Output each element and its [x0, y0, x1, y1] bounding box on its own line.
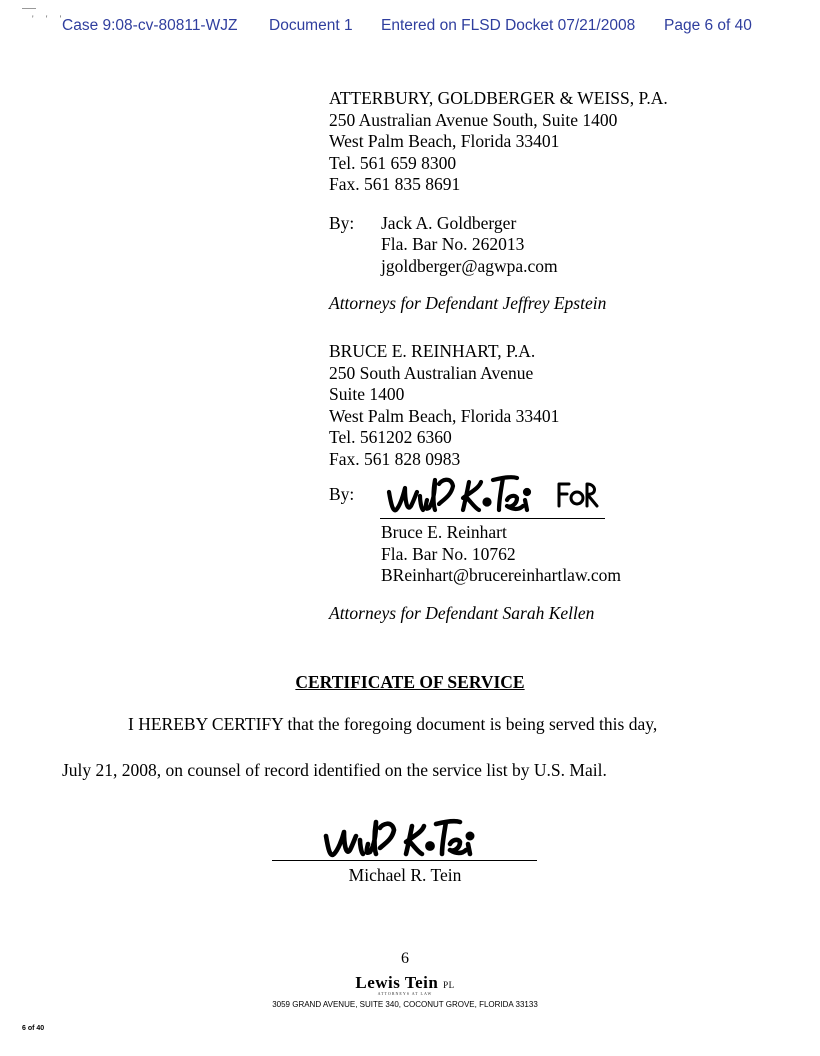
firm2-by-row [329, 484, 354, 506]
document-number: Document 1 [269, 17, 353, 34]
firm1-role: Attorneys for Defendant Jeffrey Epstein [329, 293, 607, 313]
firm2-name: BRUCE E. REINHART, P.A. [329, 341, 536, 361]
firm2-address1: 250 South Australian Avenue [329, 362, 534, 383]
by-label: By: [329, 212, 355, 233]
certificate-title: CERTIFICATE OF SERVICE [295, 672, 525, 692]
footer-firm-sub: ATTORNEYS AT LAW [377, 991, 433, 996]
scan-mark [22, 8, 36, 9]
firm1-fax: Fax. 561 835 8691 [329, 174, 461, 194]
firm1-name: ATTERBURY, GOLDBERGER & WEISS, P.A. [329, 88, 668, 108]
page-number: 6 [401, 950, 409, 967]
firm1-by-row [329, 213, 668, 235]
signature-line-tein [272, 860, 537, 861]
certificate-line1: I HEREBY CERTIFY that the foregoing document is being served this day, [128, 714, 658, 734]
corner-page-count: 6 of 40 [22, 1025, 45, 1032]
footer-firm-suffix: PL [443, 980, 455, 990]
firm2-fax: Fax. 561 828 0983 [329, 448, 461, 469]
footer-firm-name: Lewis Tein [355, 973, 439, 992]
firm1-tel: Tel. 561 659 8300 [329, 152, 457, 173]
firm2-attorney-block [329, 522, 621, 624]
firm2-role: Attorneys for Defendant Sarah Kellen [329, 602, 595, 623]
firm2-attorney: Bruce E. Reinhart [381, 522, 507, 542]
firm1-block [329, 88, 668, 315]
scan-specks: ' ' ' [32, 14, 67, 24]
footer-firm-logo [0, 973, 810, 993]
entered-date: Entered on FLSD Docket 07/21/2008 [381, 17, 636, 34]
case-number: Case 9:08-cv-80811-WJZ [62, 17, 238, 34]
certificate-line2: July 21, 2008, on counsel of record identified on the service list by U.S. Mail. [62, 760, 607, 780]
firm2-address3: West Palm Beach, Florida 33401 [329, 405, 560, 426]
docket-header [62, 17, 752, 35]
by-label: By: [329, 484, 355, 504]
footer-firm [0, 973, 810, 1009]
footer-address: 3059 GRAND AVENUE, SUITE 340, COCONUT GROVE, FLORIDA 33133 [272, 1000, 538, 1009]
signer-name: Michael R. Tein [348, 865, 462, 885]
firm2-email: BReinhart@brucereinhartlaw.com [381, 565, 621, 585]
signature-tein [322, 812, 502, 867]
signature-line-reinhart [380, 518, 605, 519]
firm2-tel: Tel. 561202 6360 [329, 427, 452, 447]
firm1-attorney: Jack A. Goldberger [381, 212, 517, 233]
page-count: Page 6 of 40 [664, 17, 752, 34]
signature-for-reinhart [383, 470, 613, 525]
firm1-email: jgoldberger@agwpa.com [381, 255, 558, 276]
firm1-address1: 250 Australian Avenue South, Suite 1400 [329, 109, 618, 130]
firm1-address2: West Palm Beach, Florida 33401 [329, 131, 560, 151]
firm1-bar: Fla. Bar No. 262013 [381, 234, 525, 254]
firm2-block [329, 341, 559, 470]
firm2-bar: Fla. Bar No. 10762 [381, 543, 516, 564]
firm2-address2: Suite 1400 [329, 384, 405, 404]
